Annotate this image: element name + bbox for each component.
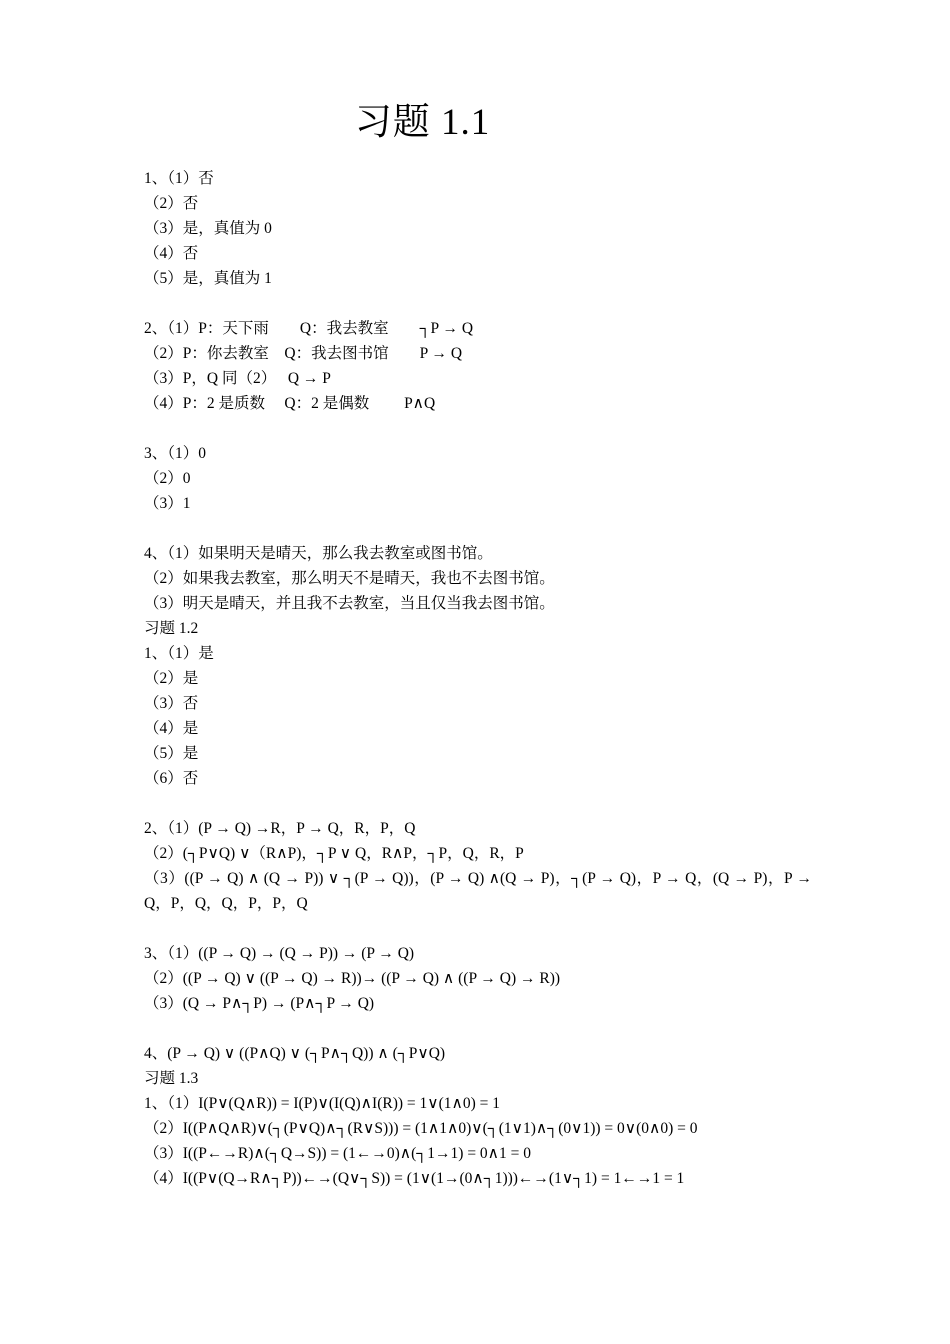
- text-line: （5）是，真值为 1: [144, 270, 272, 287]
- blank-line: [144, 791, 812, 816]
- text-line: 习题 1.2: [144, 620, 199, 637]
- text-line: 习题 1.3: [144, 1070, 199, 1087]
- text-line: 2、（1）P：天下雨 Q：我去教室 ┐P → Q: [144, 320, 474, 337]
- text-line: （3）P，Q 同（2） Q → P: [144, 370, 331, 387]
- text-line: （2）((P → Q) ∨ ((P → Q) → R))→ ((P → Q) ∧ ((P → Q) → R)): [144, 970, 561, 987]
- text-line: （3）明天是晴天，并且我不去教室，当且仅当我去图书馆。: [144, 595, 555, 612]
- text-line: （3）是，真值为 0: [144, 220, 272, 237]
- text-line: 3、（1）0: [144, 445, 207, 462]
- text-line: （4）是: [144, 720, 199, 737]
- text-line: 2、（1）(P → Q) →R，P → Q，R，P，Q: [144, 820, 416, 837]
- blank-line: [144, 1016, 812, 1041]
- text-line: （4）P：2 是质数 Q：2 是偶数 P∧Q: [144, 395, 436, 412]
- text-line: （3）否: [144, 695, 199, 712]
- blank-line: [144, 291, 812, 316]
- text-line: 1、（1）否: [144, 170, 214, 187]
- text-line: （5）是: [144, 745, 199, 762]
- text-line: 4、（1）如果明天是晴天，那么我去教室或图书馆。: [144, 545, 493, 562]
- text-line: （2）否: [144, 195, 199, 212]
- text-line: （3）1: [144, 495, 191, 512]
- text-line: （2）是: [144, 670, 199, 687]
- document-body: [144, 166, 816, 1191]
- text-line: （2）P：你去教室 Q：我去图书馆 P → Q: [144, 345, 463, 362]
- text-line: （4）I((P∨(Q→R∧┐P))←→(Q∨┐S)) = (1∨(1→(0∧┐1)))←→(1∨┐1) = 1←→1 = 1: [144, 1170, 685, 1187]
- text-line: （3）((P → Q) ∧ (Q → P)) ∨ ┐(P → Q))，(P → Q) ∧(Q → P)，┐(P → Q)，P → Q，(Q → P)，P → Q，P，Q，Q，P，P，Q: [144, 870, 816, 912]
- text-line: 3、（1）((P → Q) → (Q → P)) → (P → Q): [144, 945, 415, 962]
- text-line: （2）(┐P∨Q) ∨（R∧P)，┐P ∨ Q，R∧P，┐P，Q，R，P: [144, 845, 524, 862]
- text-line: （2）I((P∧Q∧R)∨(┐(P∨Q)∧┐(R∨S))) = (1∧1∧0)∨(┐(1∨1)∧┐(0∨1)) = 0∨(0∧0) = 0: [144, 1120, 698, 1137]
- text-line: 4、(P → Q) ∨ ((P∧Q) ∨ (┐P∧┐Q)) ∧ (┐P∨Q): [144, 1045, 446, 1062]
- text-line: （6）否: [144, 770, 199, 787]
- text-line: （2）如果我去教室，那么明天不是晴天，我也不去图书馆。: [144, 570, 555, 587]
- text-line: 1、（1）I(P∨(Q∧R)) = I(P)∨(I(Q)∧I(R)) = 1∨(1∧0) = 1: [144, 1095, 501, 1112]
- text-line: （2）0: [144, 470, 191, 487]
- blank-line: [144, 516, 812, 541]
- blank-line: [144, 916, 812, 941]
- blank-line: [144, 416, 812, 441]
- text-line: 1、（1）是: [144, 645, 214, 662]
- text-line: （4）否: [144, 245, 199, 262]
- page-title: 习题 1.1: [354, 102, 491, 143]
- text-line: （3）(Q → P∧┐P) → (P∧┐P → Q): [144, 995, 375, 1012]
- text-line: （3）I((P←→R)∧(┐Q→S)) = (1←→0)∧(┐1→1) = 0∧1 = 0: [144, 1145, 532, 1162]
